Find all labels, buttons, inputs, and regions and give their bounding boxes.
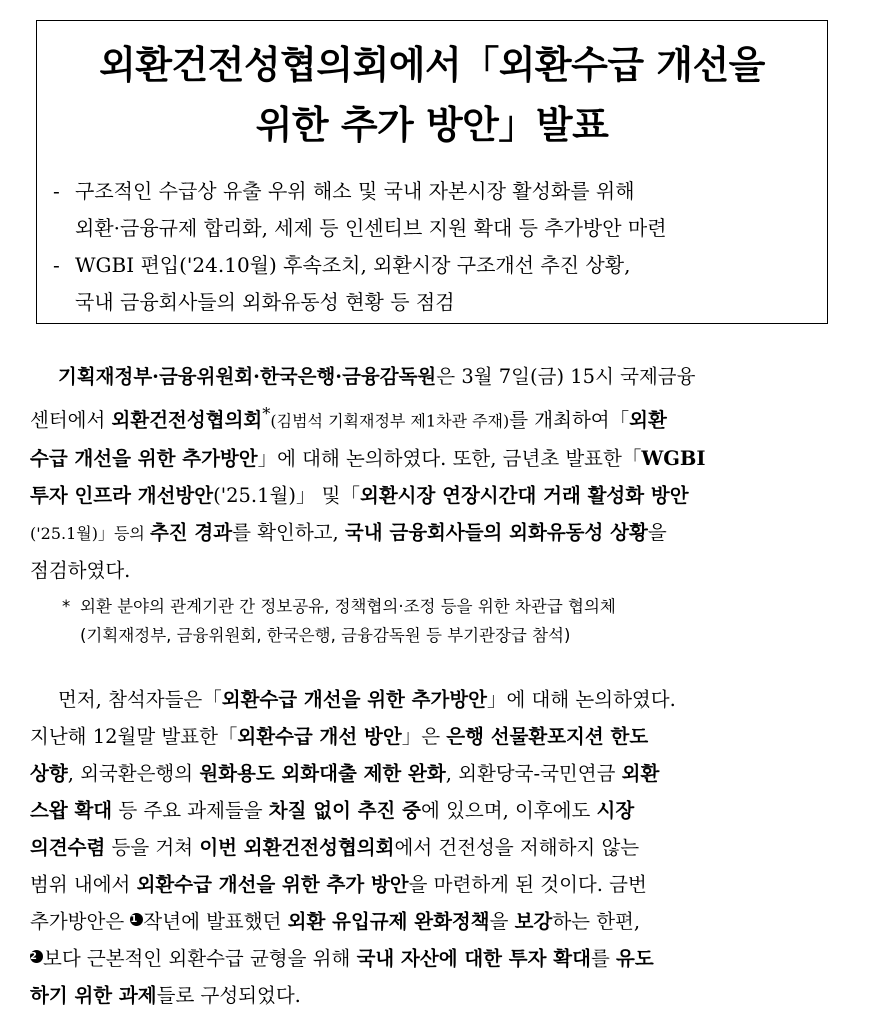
bullet-2: - WGBI 편입('24.10월) 후속조치, 외환시장 구조개선 추진 상황, bbox=[53, 253, 631, 277]
bullet-2-cont: 국내 금융회사들의 외화유동성 현황 등 점검 bbox=[75, 290, 455, 314]
title-line-2: 위한 추가 방안」발표 bbox=[255, 103, 609, 147]
circled-number-1-icon: 1 bbox=[130, 913, 143, 926]
circled-number-2-icon: 2 bbox=[30, 950, 43, 963]
headline-box bbox=[36, 20, 828, 324]
page-title bbox=[37, 35, 827, 155]
title-line-1: 외환건전성협의회에서「외환수급 개선을 bbox=[99, 43, 765, 87]
summary-bullets bbox=[53, 173, 817, 321]
paragraph-2: 먼저, 참석자들은「외환수급 개선을 위한 추가방안」에 대해 논의하였다. 지난해 12월말 발표한「외환수급 개선 방안」은 은행 선물환포지션 한도 상향, 외국환은행의 원화용도 외화대출 제한 완화, 외환당국-국민연금 외환 스왑 확대 등 주요 과제들을 차질 없이 추진 중에 있으며, 이후에도 시장 의견수렴 등을 거쳐 이번 외환건전성협의회에서 건전성을 저해하지 않는 범위 내에서 외환수급 개선을 위한 추가 방안을 마련하게 된 것이다. 금번 추가방안은 1 작년에 발표했던 외환 유입규제 완화정책을 보강하는 한편, 2 보다 근본적인 외환수급 균형을 위해 국내 자산에 대한 투자 확대를 유도 하기 위한 과제들로 구성되었다. bbox=[30, 688, 676, 1007]
paragraph-1: 기획재정부·금융위원회·한국은행·금융감독원은 3월 7일(금) 15시 국제금융 센터에서 외환건전성협의회*(김범석 기획재정부 제1차관 주재)를 개최하여「외환 수급 개선을 위한 추가방안」에 대해 논의하였다. 또한, 금년초 발표한「WGBI 투자 인프라 개선방안('25.1월)」 및「외환시장 연장시간대 거래 활성화 방안 ('25.1월)」등의 추진 경과를 확인하고, 국내 금융회사들의 외화유동성 상황을 점검하였다. bbox=[30, 365, 706, 582]
bullet-1-cont: 외환·금융규제 합리화, 세제 등 인센티브 지원 확대 등 추가방안 마련 bbox=[75, 216, 667, 240]
bullet-1: - 구조적인 수급상 유출 우위 해소 및 국내 자본시장 활성화를 위해 bbox=[53, 179, 635, 203]
footnote: * 외환 분야의 관계기관 간 정보공유, 정책협의·조정 등을 위한 차관급 협의체 (기획재정부, 금융위원회, 한국은행, 금융감독원 등 부기관장급 참석) bbox=[62, 597, 616, 645]
